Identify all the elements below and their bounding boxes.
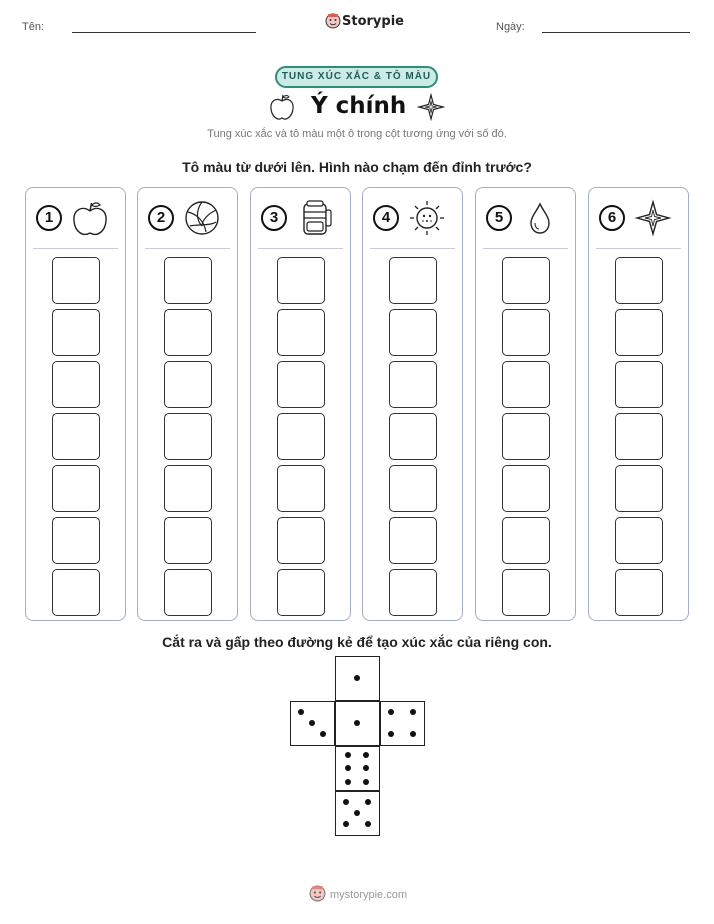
color-cell[interactable] <box>52 465 100 512</box>
color-cell[interactable] <box>389 309 437 356</box>
color-cell[interactable] <box>277 257 325 304</box>
date-line[interactable] <box>542 32 690 33</box>
column-3 <box>250 187 351 621</box>
color-cell[interactable] <box>52 517 100 564</box>
column-4 <box>362 187 463 621</box>
dice-pip <box>388 709 394 715</box>
color-cell[interactable] <box>164 309 212 356</box>
dice-face <box>335 791 380 836</box>
sun-icon <box>407 198 447 238</box>
column-divider <box>483 248 568 249</box>
color-cell[interactable] <box>615 413 663 460</box>
column-2 <box>137 187 238 621</box>
dice-pip <box>345 765 351 771</box>
color-cell[interactable] <box>389 517 437 564</box>
color-cell[interactable] <box>52 413 100 460</box>
dice-pip <box>365 821 371 827</box>
color-cell[interactable] <box>502 569 550 616</box>
water-drop-icon <box>520 198 560 238</box>
color-cell[interactable] <box>502 309 550 356</box>
page-title: Ý chính <box>311 93 407 119</box>
color-cell[interactable] <box>615 361 663 408</box>
color-cell[interactable] <box>164 361 212 408</box>
color-cell[interactable] <box>615 465 663 512</box>
column-divider <box>145 248 230 249</box>
column-divider <box>33 248 118 249</box>
sparkle-star-icon <box>633 198 673 238</box>
color-cell[interactable] <box>615 569 663 616</box>
color-cell[interactable] <box>502 257 550 304</box>
color-cell[interactable] <box>389 413 437 460</box>
column-6 <box>588 187 689 621</box>
color-cell[interactable] <box>389 361 437 408</box>
dice-pip <box>365 799 371 805</box>
footer-url[interactable]: mystorypie.com <box>330 889 408 901</box>
dice-pip <box>363 765 369 771</box>
color-cell[interactable] <box>277 309 325 356</box>
dice-pip <box>343 821 349 827</box>
activity-badge: TUNG XÚC XẮC & TÔ MÀU <box>275 66 438 88</box>
dice-pip <box>410 731 416 737</box>
color-cell[interactable] <box>52 569 100 616</box>
color-cell[interactable] <box>389 257 437 304</box>
color-cell[interactable] <box>52 361 100 408</box>
column-divider <box>370 248 455 249</box>
dice-face <box>335 746 380 791</box>
storypie-logo-text: Storypie <box>342 14 404 29</box>
color-cell[interactable] <box>615 257 663 304</box>
column-number: 6 <box>599 205 625 231</box>
dice-pip <box>354 720 360 726</box>
dice-pip <box>309 720 315 726</box>
color-cell[interactable] <box>52 309 100 356</box>
dice-face <box>380 701 425 746</box>
question-text: Tô màu từ dưới lên. Hình nào chạm đến đỉnh trước? <box>182 159 532 175</box>
column-divider <box>258 248 343 249</box>
color-cell[interactable] <box>502 361 550 408</box>
dice-face <box>290 701 335 746</box>
dice-face <box>335 656 380 701</box>
column-number: 5 <box>486 205 512 231</box>
column-number: 2 <box>148 205 174 231</box>
name-label: Tên: <box>22 21 45 33</box>
backpack-icon <box>295 198 335 238</box>
apple-icon <box>70 198 110 238</box>
dice-pip <box>298 709 304 715</box>
color-cell[interactable] <box>164 569 212 616</box>
storypie-footer-logo-icon <box>309 885 326 902</box>
date-label: Ngày: <box>496 21 525 33</box>
storypie-logo-icon <box>325 13 341 29</box>
dice-pip <box>345 752 351 758</box>
color-cell[interactable] <box>277 569 325 616</box>
apple-icon <box>268 92 296 122</box>
column-number: 1 <box>36 205 62 231</box>
color-cell[interactable] <box>164 465 212 512</box>
dice-face <box>335 701 380 746</box>
column-number: 4 <box>373 205 399 231</box>
color-cell[interactable] <box>164 413 212 460</box>
dice-pip <box>363 752 369 758</box>
column-1 <box>25 187 126 621</box>
column-number: 3 <box>261 205 287 231</box>
subtitle: Tung xúc xắc và tô màu một ô trong cột tương ứng với số đó. <box>207 128 507 140</box>
color-cell[interactable] <box>502 465 550 512</box>
dice-pip <box>343 799 349 805</box>
color-cell[interactable] <box>277 413 325 460</box>
color-cell[interactable] <box>389 569 437 616</box>
dice-instruction: Cắt ra và gấp theo đường kẻ để tạo xúc xắc của riêng con. <box>162 634 552 650</box>
column-5 <box>475 187 576 621</box>
dice-pip <box>363 779 369 785</box>
volleyball-icon <box>182 198 222 238</box>
color-cell[interactable] <box>164 517 212 564</box>
color-cell[interactable] <box>164 257 212 304</box>
color-cell[interactable] <box>389 465 437 512</box>
color-cell[interactable] <box>502 413 550 460</box>
column-divider <box>596 248 681 249</box>
color-cell[interactable] <box>277 361 325 408</box>
name-line[interactable] <box>72 32 256 33</box>
dice-pip <box>388 731 394 737</box>
dice-pip <box>345 779 351 785</box>
color-cell[interactable] <box>277 517 325 564</box>
color-cell[interactable] <box>277 465 325 512</box>
color-cell[interactable] <box>615 517 663 564</box>
color-cell[interactable] <box>615 309 663 356</box>
sparkle-star-icon <box>417 93 445 121</box>
color-cell[interactable] <box>502 517 550 564</box>
dice-pip <box>320 731 326 737</box>
dice-pip <box>354 810 360 816</box>
dice-pip <box>410 709 416 715</box>
color-cell[interactable] <box>52 257 100 304</box>
dice-pip <box>354 675 360 681</box>
